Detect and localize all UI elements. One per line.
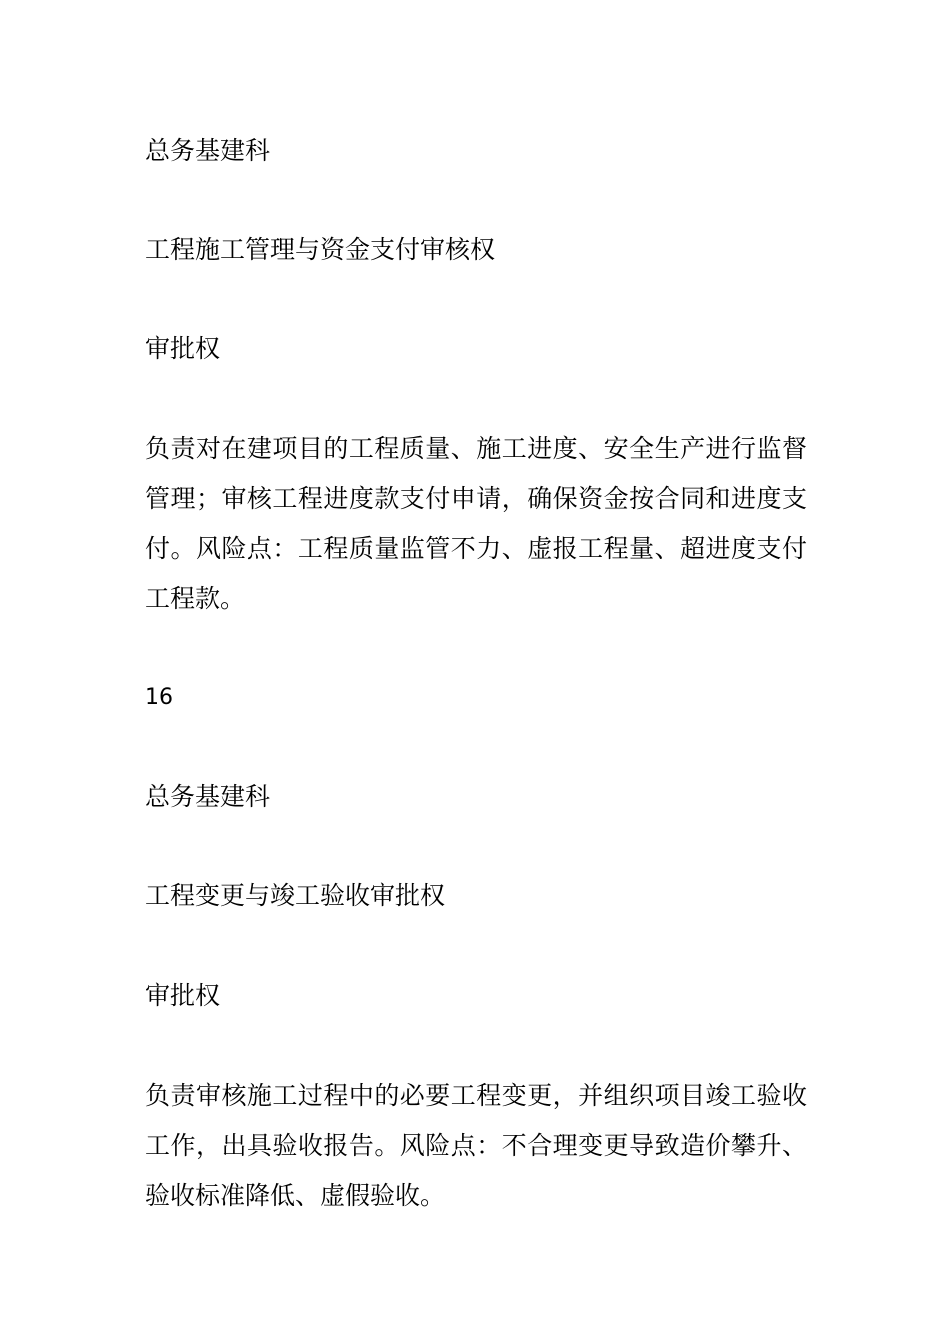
power-item-title: 工程施工管理与资金支付审核权 [145,235,496,264]
power-description: 负责对在建项目的工程质量、施工进度、安全生产进行监督管理；审核工程进度款支付申请，确保资金按合同和进度支付。风险点：工程质量监管不力、虚报工程量、超进度支付工程款。 [145,434,807,613]
power-type: 审批权 [145,334,221,363]
power-description: 负责审核施工过程中的必要工程变更，并组织项目竣工验收工作，出具验收报告。风险点：不合理变更导致造价攀升、验收标准降低、虚假验收。 [145,1081,807,1210]
department-name: 总务基建科 [145,136,271,165]
department-name: 总务基建科 [145,782,271,811]
power-item-title: 工程变更与竣工验收审批权 [145,881,446,910]
entry-number: 16 [145,685,173,710]
power-type: 审批权 [145,981,221,1010]
